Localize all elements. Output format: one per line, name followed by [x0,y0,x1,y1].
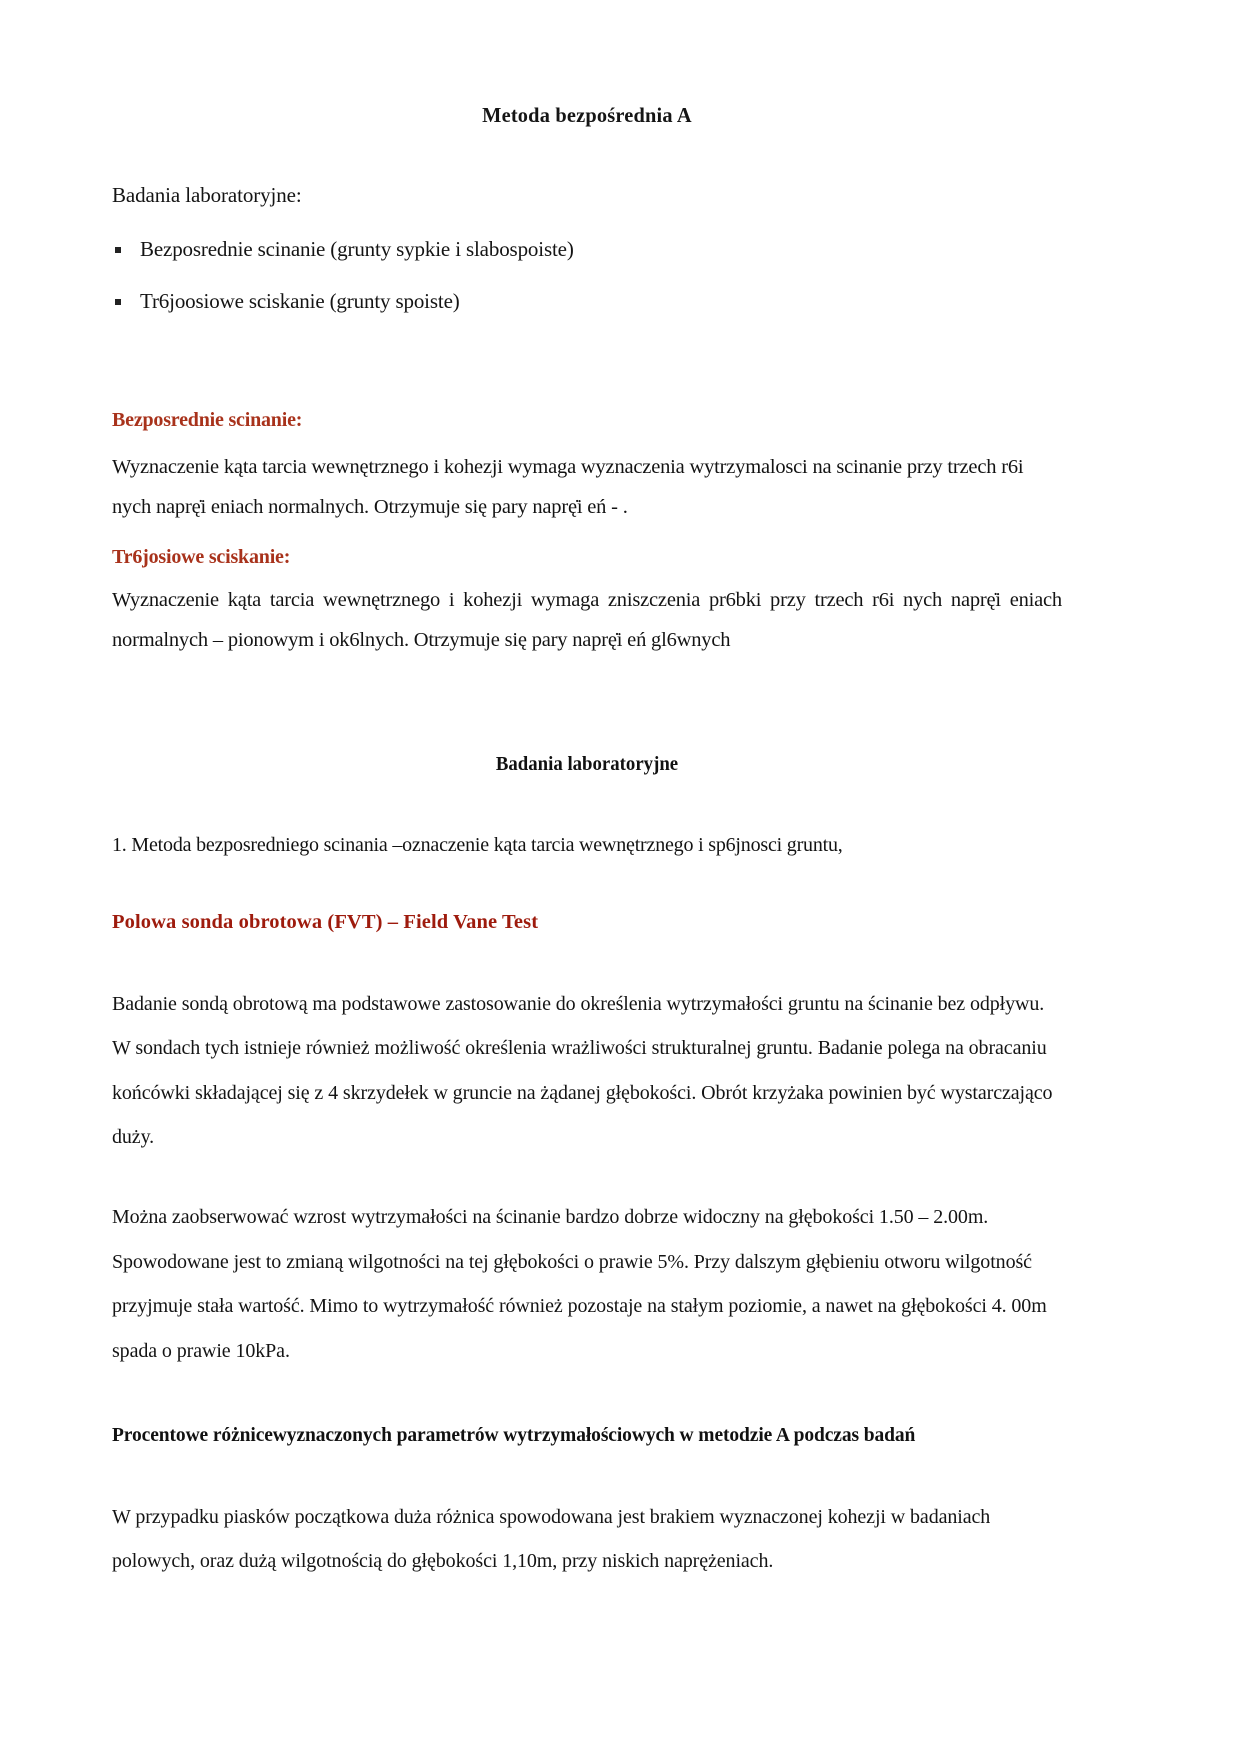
lower-scan-block [112,934,1062,1584]
section-heading-field-vane-test: Polowa sonda obrotowa (FVT) – Field Vane Test [112,910,539,933]
paragraph-fvt-description: Badanie sondą obrotową ma podstawowe zastosowanie do określenia wytrzymałości gruntu na ścinanie bez odpływu. W sondach tych istnieje również możliwość określenia wrażliwości strukturalnej gruntu. Badanie polega na obracaniu końcówki składającej się z 4 skrzydełek w gruncie na żądanej głębokości. Obrót krzyżaka powinien być wystarczająco duży. [112,992,1053,1149]
section-heading-percentage-differences: Procentowe różnicewyznaczonych parametrów wytrzymałościowych w metodzie A podczas badań [112,1425,916,1446]
upper-scan-block [112,0,1062,934]
paragraph-triaxial: Wyznaczenie kąta tarcia wewnętrznego i kohezji wymaga zniszczenia pr6bki przy trzech r6i nych naprę̇i eniach normalnych – pionowym i ok6lnych. Otrzymuje się pary naprę̇i eń gl6wnych [112,588,1062,651]
section-heading-direct-shear: Bezposrednie scinanie: [112,409,303,431]
numbered-item-1: 1. Metoda bezposredniego scinania –oznaczenie kąta tarcia wewnętrznego i sp6jnosci gruntu, [112,833,843,856]
lab-tests-list [112,237,1062,314]
page-title: Metoda bezpośrednia A [482,103,692,127]
list-item: Bezposrednie scinanie (grunty sypkie i slabospoiste) [112,237,1062,262]
section-heading-triaxial: Tr6josiowe sciskanie: [112,545,291,568]
section-title-lab-tests: Badania laboratoryjne [495,752,679,775]
paragraph-fvt-observations: Można zaobserwować wzrost wytrzymałości na ścinanie bardzo dobrze widoczny na głębokości 1.50 – 2.00m. Spowodowane jest to zmianą wilgotności na tej głębokości o prawie 5%. Przy dalszym głębieniu otworu wilgotność przyjmuje stała wartość. Mimo to wytrzymałość również pozostaje na stałym poziomie, a nawet na głębokości 4. 00m spada o prawie 10kPa. [112,1206,1047,1362]
paragraph-direct-shear: Wyznaczenie kąta tarcia wewnętrznego i kohezji wymaga wyznaczenia wytrzymalosci na scinanie przy trzech r6i nych naprę̇i eniach normalnych. Otrzymuje się pary naprę̇i eń - . [112,456,1024,518]
paragraph-sand-differences: W przypadku piasków początkowa duża różnica spowodowana jest brakiem wyznaczonej kohezji w badaniach polowych, oraz dużą wilgotnością do głębokości 1,10m, przy niskich naprężeniach. [112,1506,991,1573]
list-item: Tr6joosiowe sciskanie (grunty spoiste) [112,289,1062,314]
document-content [112,0,1062,1584]
lead-label: Badania laboratoryjne: [112,183,302,207]
